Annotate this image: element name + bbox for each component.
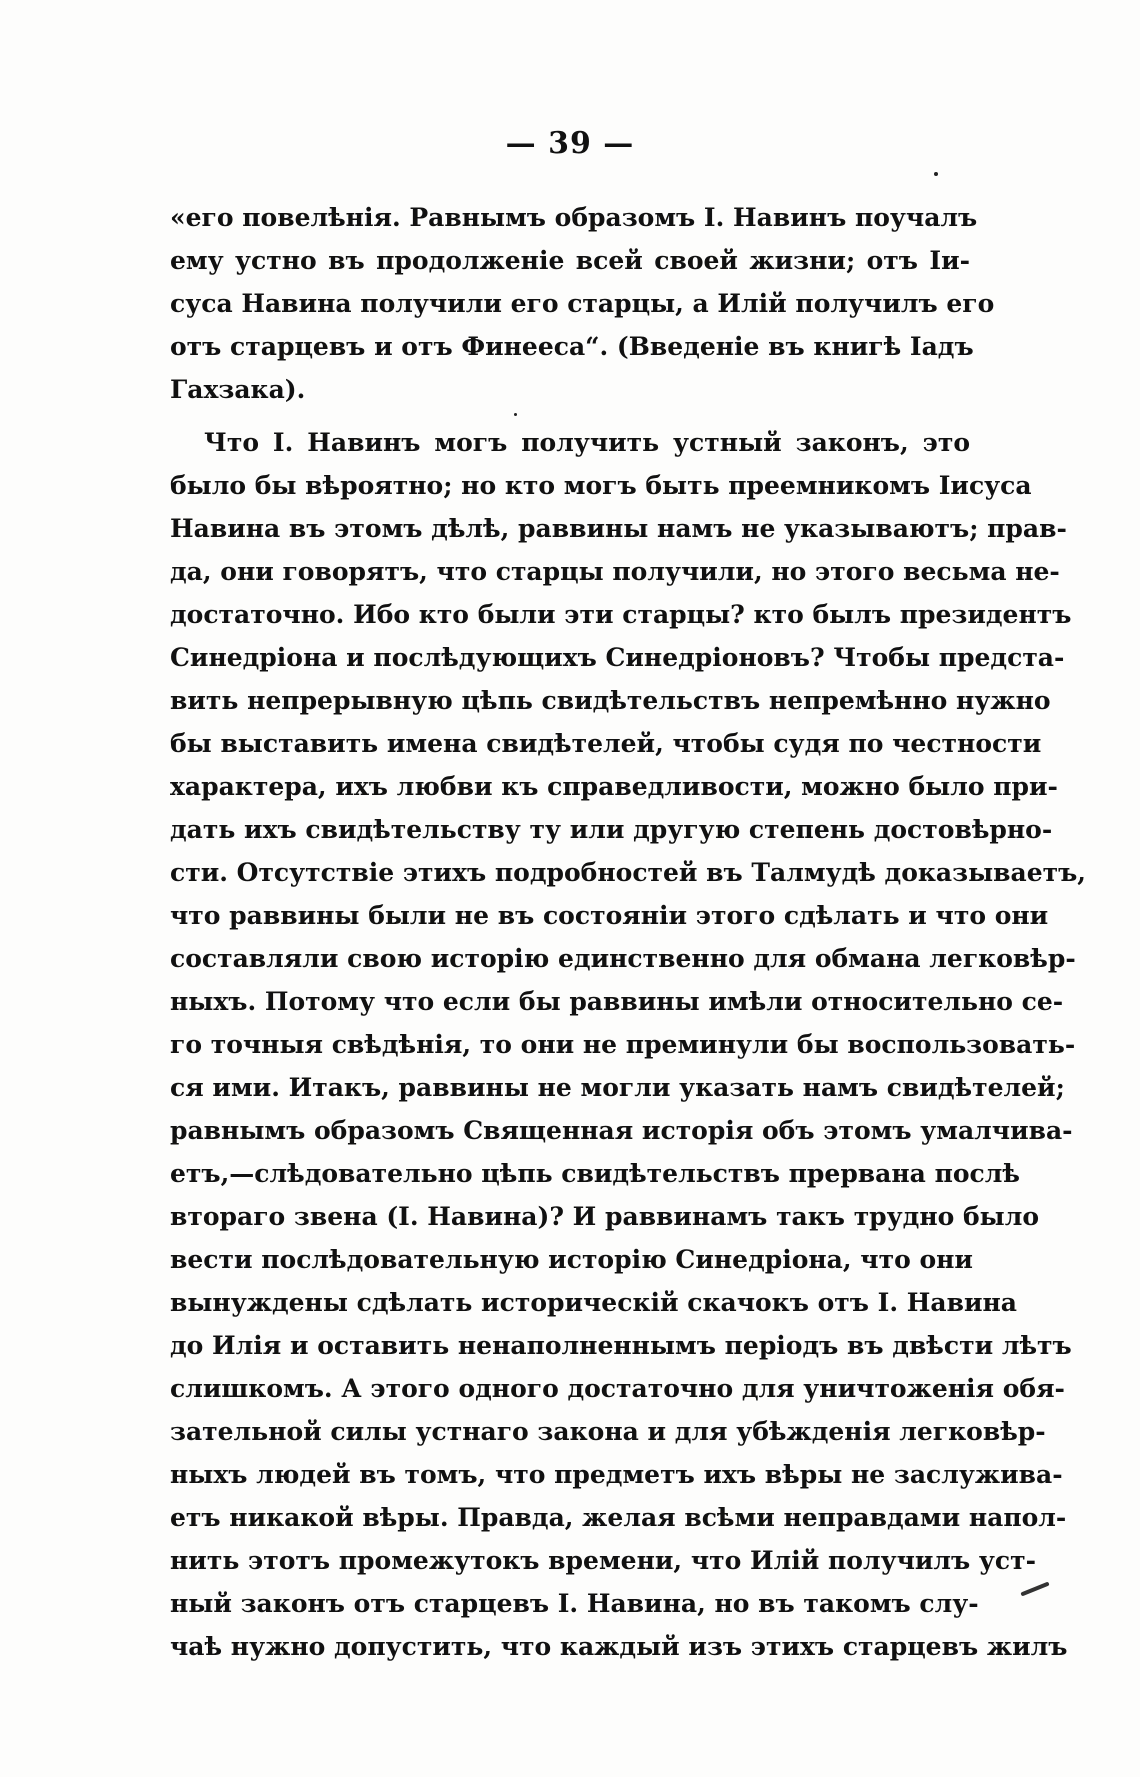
text-line: ся ими. Итакъ, раввины не могли указать намъ свидѣтелей;	[170, 1073, 1065, 1102]
text-line: бы выставить имена свидѣтелей, чтобы судя по честности	[170, 729, 1042, 758]
text-line: Гахзака).	[170, 375, 306, 404]
text-line: втораго звена (I. Навина)? И раввинамъ такъ трудно было	[170, 1202, 1040, 1231]
text-line: Синедріона и послѣдующихъ Синедріоновъ? Чтобы предста-	[170, 643, 1065, 672]
text-line: было бы вѣроятно; но кто могъ быть преемникомъ Iисуса	[170, 471, 1032, 500]
text-line: сти. Отсутствіе этихъ подробностей въ Талмудѣ доказываетъ,	[170, 858, 1086, 887]
text-line: характера, ихъ любви къ справедливости, можно было при-	[170, 772, 1058, 801]
text-line: етъ,—слѣдовательно цѣпь свидѣтельствъ прервана послѣ	[170, 1159, 1020, 1188]
text-line: ему устно въ продолженіе всей своей жизни; отъ Iи-	[170, 246, 970, 275]
body-text	[170, 196, 1086, 1668]
text-line: вить непрерывную цѣпь свидѣтельствъ непремѣнно нужно	[170, 686, 1051, 715]
text-line: ныхъ. Потому что если бы раввины имѣли относительно се-	[170, 987, 1064, 1016]
text-line: Навина въ этомъ дѣлѣ, раввины намъ не указываютъ; прав-	[170, 514, 1067, 543]
text-line: «его повелѣнія. Равнымъ образомъ I. Навинъ поучалъ	[170, 203, 978, 232]
text-line: ный законъ отъ старцевъ I. Навина, но въ такомъ слу-	[170, 1589, 979, 1618]
text-line: ныхъ людей въ томъ, что предметъ ихъ вѣры не заслужива-	[170, 1460, 1063, 1489]
text-line: достаточно. Ибо кто были эти старцы? кто былъ президентъ	[170, 600, 1072, 629]
text-line: го точныя свѣдѣнія, то они не преминули бы воспользовать-	[170, 1030, 1076, 1059]
text-line: что раввины были не въ состояніи этого сдѣлать и что они	[170, 901, 1049, 930]
text-line: етъ никакой вѣры. Правда, желая всѣми неправдами напол-	[170, 1503, 1067, 1532]
scan-speck	[514, 413, 517, 416]
text-line: отъ старцевъ и отъ Финееса“. (Введеніе въ книгѣ Iадъ	[170, 332, 974, 361]
scan-speck	[934, 172, 938, 176]
text-line: вести послѣдовательную исторію Синедріона, что они	[170, 1245, 973, 1274]
text-line: зательной силы устнаго закона и для убѣжденія легковѣр-	[170, 1417, 1046, 1446]
text-line: равнымъ образомъ Священная исторія объ этомъ умалчива-	[170, 1116, 1073, 1145]
text-line: нить этотъ промежутокъ времени, что Илій получилъ уст-	[170, 1546, 1037, 1575]
text-line: слишкомъ. А этого одного достаточно для уничтоженія обя-	[170, 1374, 1065, 1403]
text-line: дать ихъ свидѣтельству ту или другую степень достовѣрно-	[170, 815, 1053, 844]
text-line: суса Навина получили его старцы, а Илій получилъ его	[170, 289, 995, 318]
scan-scratch	[1020, 1582, 1049, 1597]
text-line: да, они говорятъ, что старцы получили, но этого весьма не-	[170, 557, 1060, 586]
text-line: составляли свою исторію единственно для обмана легковѣр-	[170, 944, 1076, 973]
paragraph-gap	[170, 411, 970, 421]
text-line: Что I. Навинъ могъ получить устный законъ, это	[204, 428, 970, 457]
text-line: до Илія и оставить ненаполненнымъ періодъ въ двѣсти лѣтъ	[170, 1331, 1072, 1360]
text-line: чаѣ нужно допустить, что каждый изъ этихъ старцевъ жилъ	[170, 1632, 1068, 1661]
text-line: вынуждены сдѣлать историческій скачокъ отъ I. Навина	[170, 1288, 1017, 1317]
page-number: — 39 —	[505, 126, 635, 161]
